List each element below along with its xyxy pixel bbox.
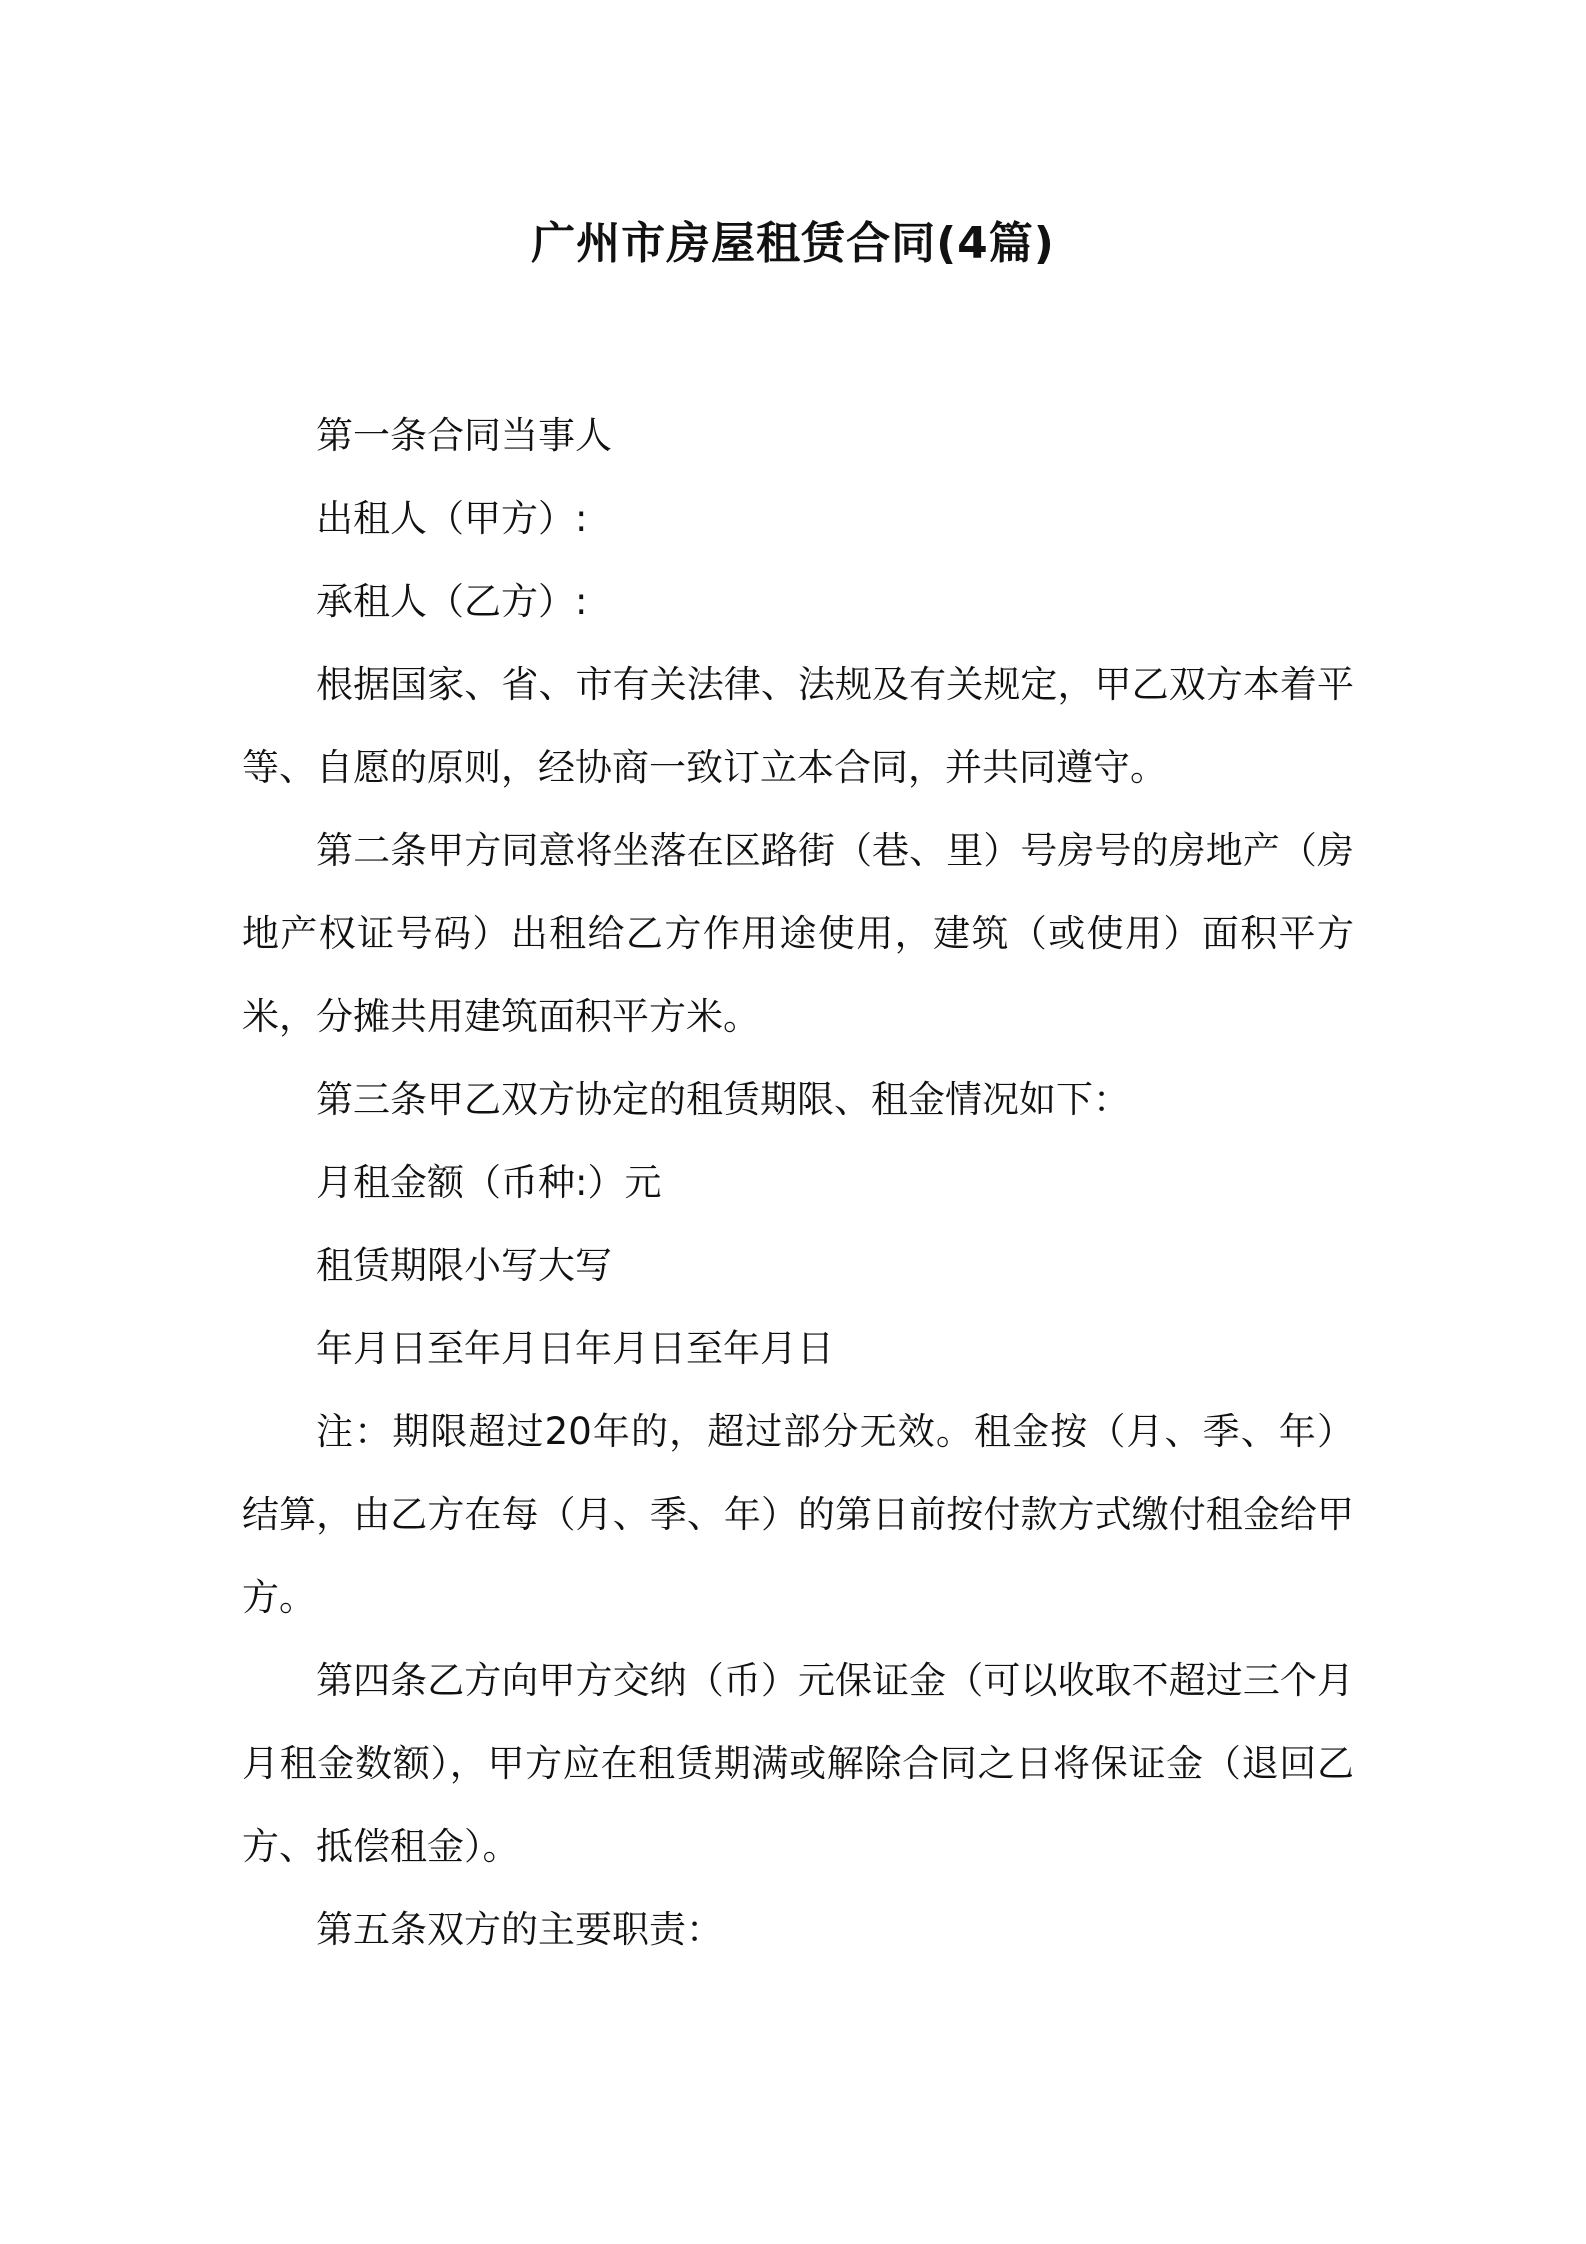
- paragraph-article-1-heading: 第一条合同当事人: [316, 414, 612, 457]
- paragraph-article-5-heading: 第五条双方的主要职责：: [316, 1908, 723, 1951]
- paragraph-lessor: 出租人（甲方）:: [316, 497, 588, 540]
- paragraph-article-3-heading: 第三条甲乙双方协定的租赁期限、租金情况如下：: [316, 1078, 1130, 1121]
- document-title: 广州市房屋租赁合同(4篇): [531, 218, 1055, 269]
- paragraph-lessee: 承租人（乙方）:: [316, 580, 588, 623]
- paragraph-note: 注：期限超过20年的，超过部分无效。租金按（月、季、年）结算，由乙方在每（月、季、年）的第日前按付款方式缴付租金给甲方。: [242, 1410, 1354, 1619]
- paragraph-article-4: 第四条乙方向甲方交纳（币）元保证金（可以收取不超过三个月月租金数额），甲方应在租赁期满或解除合同之日将保证金（退回乙方、抵偿租金）。: [242, 1659, 1354, 1868]
- paragraph-article-2: 第二条甲方同意将坐落在区路街（巷、里）号房号的房地产（房地产权证号码）出租给乙方作用途使用，建筑（或使用）面积平方米，分摊共用建筑面积平方米。: [242, 829, 1354, 1038]
- paragraph-lease-term-header: 租赁期限小写大写: [316, 1244, 612, 1287]
- paragraph-monthly-rent: 月租金额（币种:）元: [316, 1161, 662, 1204]
- document-body: [242, 394, 1354, 1971]
- paragraph-basis: 根据国家、省、市有关法律、法规及有关规定，甲乙双方本着平等、自愿的原则，经协商一致订立本合同，并共同遵守。: [242, 663, 1354, 789]
- paragraph-lease-term-dates: 年月日至年月日年月日至年月日: [316, 1327, 834, 1370]
